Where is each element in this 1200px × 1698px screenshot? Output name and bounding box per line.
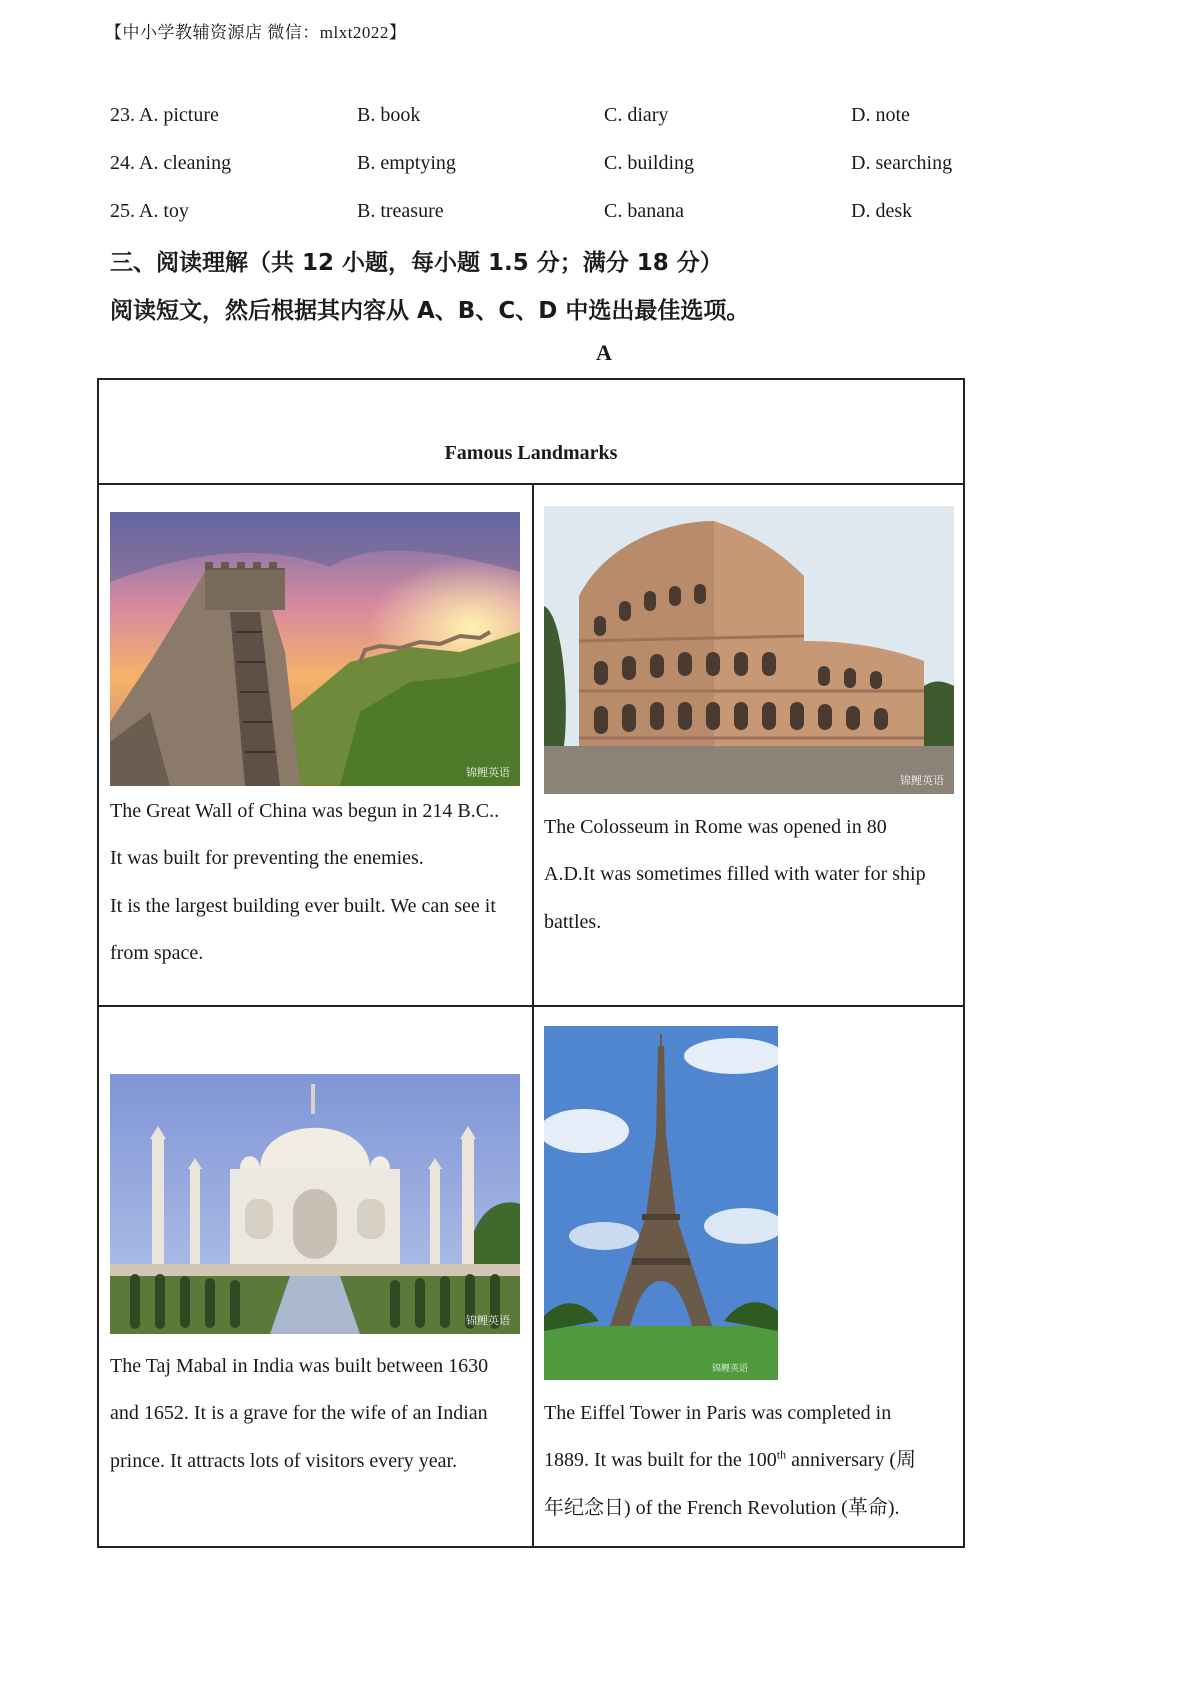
option-24-b: B. emptying (357, 152, 456, 174)
passage-letter: A (596, 340, 612, 365)
option-24-c: C. building (604, 152, 695, 174)
table-divider (99, 1005, 963, 1007)
option-23-b: B. book (357, 104, 421, 126)
option-row-23 (0, 104, 1200, 134)
option-25-a: 25. A. toy (110, 200, 189, 222)
great-wall-photo (110, 512, 520, 786)
taj-mahal-line-3: prince. It attracts lots of visitors every year. (110, 1450, 458, 1472)
table-title: Famous Landmarks (444, 442, 618, 464)
colosseum-line-3: battles. (544, 911, 602, 933)
watermark: 锦鲤英语 (466, 766, 510, 779)
watermark: 锦鲤英语 (711, 1364, 748, 1374)
option-23-c: C. diary (604, 104, 669, 126)
great-wall-line-4: from space. (110, 942, 204, 964)
eiffel-line-1: The Eiffel Tower in Paris was completed in (544, 1402, 892, 1424)
taj-mahal-photo (110, 1074, 520, 1334)
great-wall-line-2: It was built for preventing the enemies. (110, 847, 424, 869)
great-wall-line-3: It is the largest building ever built. We can see it (110, 895, 496, 917)
colosseum-line-1: The Colosseum in Rome was opened in 80 (544, 816, 887, 838)
option-row-25 (0, 200, 1200, 230)
great-wall-line-1: The Great Wall of China was begun in 214 B.C.. (110, 800, 500, 822)
taj-mahal-line-1: The Taj Mabal in India was built between 1630 (110, 1355, 489, 1377)
landmarks-table (97, 378, 965, 1548)
source-header: 【中小学教辅资源店 微信：mlxt2022】 (105, 23, 407, 42)
table-divider (99, 483, 963, 485)
eiffel-tower-photo (544, 1026, 778, 1380)
option-row-24 (0, 152, 1200, 182)
option-23-a: 23. A. picture (110, 104, 219, 126)
watermark: 锦鲤英语 (466, 1314, 510, 1327)
taj-mahal-line-2: and 1652. It is a grave for the wife of an Indian (110, 1402, 488, 1424)
option-25-b: B. treasure (357, 200, 444, 222)
section-title: 三、阅读理解（共 12 小题，每小题 1.5 分；满分 18 分） (110, 250, 723, 276)
colosseum-photo (544, 506, 954, 794)
option-25-c: C. banana (604, 200, 684, 222)
option-24-a: 24. A. cleaning (110, 152, 232, 174)
eiffel-line-3: 年纪念日) of the French Revolution (革命). (544, 1497, 900, 1519)
eiffel-line-2: 1889. It was built for the 100th anniversary (周 (544, 1447, 917, 1471)
watermark: 锦鲤英语 (900, 774, 944, 787)
option-24-d: D. searching (851, 152, 953, 174)
option-23-d: D. note (851, 104, 910, 126)
colosseum-line-2: A.D.It was sometimes filled with water for ship (544, 863, 926, 885)
table-divider (532, 483, 534, 1546)
option-25-d: D. desk (851, 200, 913, 222)
instruction: 阅读短文，然后根据其内容从 A、B、C、D 中选出最佳选项。 (110, 298, 750, 324)
